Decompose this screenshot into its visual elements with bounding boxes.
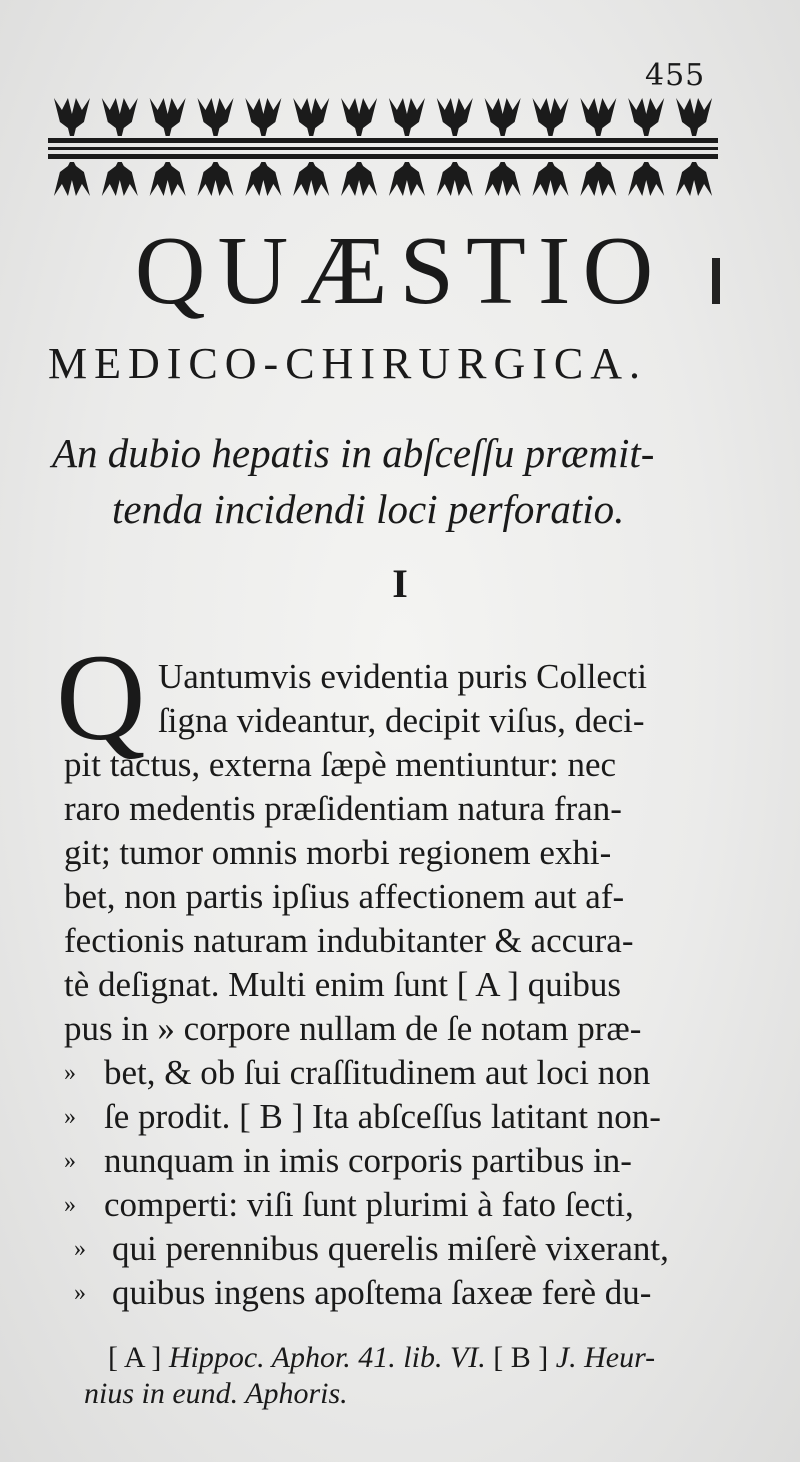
ornament-motif — [676, 162, 712, 196]
body-line: git; tumor omnis morbi regionem exhi- — [64, 833, 612, 872]
footnote-line-1 — [108, 1340, 655, 1376]
body-line: ſigna videantur, decipit viſus, deci- — [158, 701, 645, 740]
ornament-motif — [533, 98, 569, 136]
ornament-motif — [54, 98, 90, 136]
ornament-motif — [389, 162, 425, 196]
question-line-1: An dubio hepatis in abſceſſu præmit- — [52, 430, 655, 476]
ornament-motif — [341, 162, 377, 196]
ornament-motif — [580, 98, 616, 136]
body-line: Uantumvis evidentia puris Collecti — [158, 657, 647, 696]
page-title: QUÆSTIO — [134, 217, 666, 325]
body-line: qui perennibus querelis miſerè vixerant, — [112, 1229, 669, 1268]
ornament-motif — [485, 98, 521, 136]
page-number: 455 — [645, 58, 706, 93]
section-number: I — [392, 561, 408, 606]
ornament-motif — [293, 98, 329, 136]
ornament-motif — [54, 162, 90, 196]
ornament-motif — [437, 162, 473, 196]
body-line: bet, & ob ſui craſſitudinem aut loci non — [104, 1053, 651, 1092]
footnote-citation-b: J. Heur- — [555, 1341, 656, 1374]
ornament-motif — [533, 162, 569, 196]
drop-cap: Q — [56, 629, 146, 766]
body-line: nunquam in imis corporis partibus in- — [104, 1141, 632, 1180]
margin-bar-mark — [712, 258, 720, 304]
footnote-line-2: nius in eund. Aphoris. — [84, 1377, 348, 1410]
ornament-motif — [150, 98, 186, 136]
ornament-motif — [628, 162, 664, 196]
question-line-2: tenda incidendi loci perforatio. — [112, 486, 625, 532]
ornament-motif — [245, 98, 281, 136]
ornament-motif — [198, 162, 234, 196]
body-line: bet, non partis ipſius affectionem aut af- — [64, 877, 625, 916]
decorative-ornament-band — [48, 92, 718, 202]
ornament-motif — [580, 162, 616, 196]
footnote-citation-a: Hippoc. Aphor. 41. lib. VI. — [168, 1341, 486, 1374]
body-line: pus in » corpore nullam de ſe notam præ- — [64, 1009, 642, 1048]
ornament-motif — [341, 98, 377, 136]
ornament-motif — [389, 98, 425, 136]
ornament-motif — [102, 98, 138, 136]
margin-quote-mark: » — [64, 1104, 76, 1130]
ornament-motif — [245, 162, 281, 196]
question-heading — [52, 425, 752, 537]
ornament-motif — [293, 162, 329, 196]
footnote-ref-b: [ B ] — [485, 1341, 556, 1374]
margin-quote-mark: » — [74, 1280, 86, 1306]
body-line: pit tactus, externa ſæpè mentiuntur: nec — [64, 745, 617, 784]
margin-quote-mark: » — [74, 1236, 86, 1262]
body-line: tè deſignat. Multi enim ſunt [ A ] quibus — [64, 965, 622, 1004]
subtitle: MEDICO-CHIRURGICA. — [48, 339, 647, 388]
body-line: raro medentis præſidentiam natura fran- — [64, 789, 622, 828]
ornament-motif — [150, 162, 186, 196]
ornament-motif — [102, 162, 138, 196]
margin-quote-mark: » — [64, 1060, 76, 1086]
body-line: ſe prodit. [ B ] Ita abſceſſus latitant non- — [104, 1097, 661, 1136]
ornament-motif — [676, 98, 712, 136]
margin-quote-mark: » — [64, 1148, 76, 1174]
footnote-ref-a: [ A ] — [108, 1341, 169, 1374]
ornament-motif — [628, 98, 664, 136]
ornament-motif — [198, 98, 234, 136]
body-line: comperti: viſi ſunt plurimi à fato ſecti, — [104, 1185, 634, 1224]
body-line: fectionis naturam indubitanter & accura- — [64, 921, 634, 960]
ornament-motif — [437, 98, 473, 136]
ornament-motif — [485, 162, 521, 196]
margin-quote-mark: » — [64, 1192, 76, 1218]
body-line: quibus ingens apoſtema ſaxeæ ferè du- — [112, 1273, 652, 1312]
